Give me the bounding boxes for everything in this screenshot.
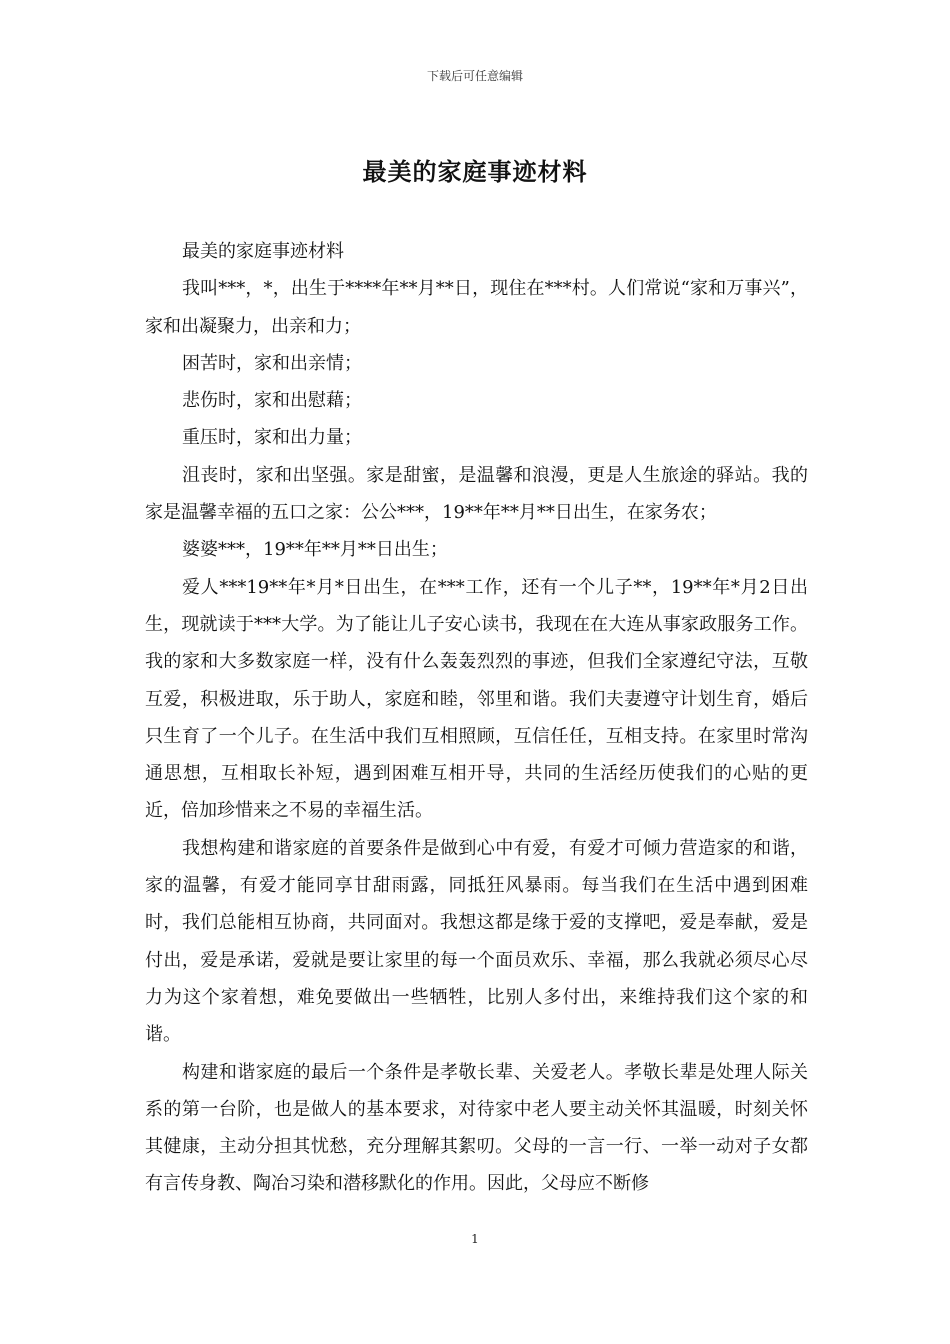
paragraph: 重压时，家和出力量； <box>182 427 362 449</box>
document-title: 最美的家庭事迹材料 <box>362 157 588 186</box>
paragraph: 悲伤时，家和出慰藉； <box>182 390 362 412</box>
paragraph: 沮丧时，家和出坚强。家是甜蜜，是温馨和浪漫，更是人生旅途的驿站。我的家是温馨幸福的五口之家：公公***，19**年**月**日出生，在家务农； <box>145 464 808 524</box>
paragraph: 构建和谐家庭的最后一个条件是孝敬长辈、关爱老人。孝敬长辈是处理人际关系的第一台阶，也是做人的基本要求，对待家中老人要主动关怀其温暖，时刻关怀其健康，主动分担其忧愁，充分理解其絮叨。父母的一言一行、一举一动对子女都有言传身教、陶冶习染和潜移默化的作用。因此，父母应不断修 <box>145 1061 808 1195</box>
paragraph: 婆婆***，19**年**月**日出生； <box>182 539 448 561</box>
paragraph: 我想构建和谐家庭的首要条件是做到心中有爱，有爱才可倾力营造家的和谐，家的温馨，有爱才能同享甘甜雨露，同抵狂风暴雨。每当我们在生活中遇到困难时，我们总能相互协商，共同面对。我想这都是缘于爱的支撑吧，爱是奉献，爱是付出，爱是承诺，爱就是要让家里的每一个面员欢乐、幸福，那么我就必须尽心尽力为这个家着想，难免要做出一些牺牲，比别人多付出，来维持我们这个家的和谐。 <box>145 837 808 1046</box>
paragraph: 最美的家庭事迹材料 <box>182 241 344 262</box>
page-header-note: 下载后可任意编辑 <box>426 69 523 83</box>
paragraph: 爱人***19**年*月*日出生，在***工作，还有一个儿子**，19**年*月2日出生，现就读于***大学。为了能让儿子安心读书，我现在在大连从事家政服务工作。我的家和大多数家庭一样，没有什么轰轰烈烈的事迹，但我们全家遵纪守法，互敬互爱，积极进取，乐于助人，家庭和睦，邻里和谐。我们夫妻遵守计划生育，婚后只生育了一个儿子。在生活中我们互相照顾，互信任任，互相支持。在家里时常沟通思想，互相取长补短，遇到困难互相开导，共同的生活经历使我们的心贴的更近，倍加珍惜来之不易的幸福生活。 <box>145 576 808 822</box>
page-number: 1 <box>471 1232 479 1246</box>
document-body <box>145 233 808 1203</box>
paragraph: 困苦时，家和出亲情； <box>182 352 362 374</box>
paragraph: 我叫***，*，出生于****年**月**日，现住在***村。人们常说“家和万事兴”，家和出凝聚力，出亲和力； <box>145 278 808 337</box>
